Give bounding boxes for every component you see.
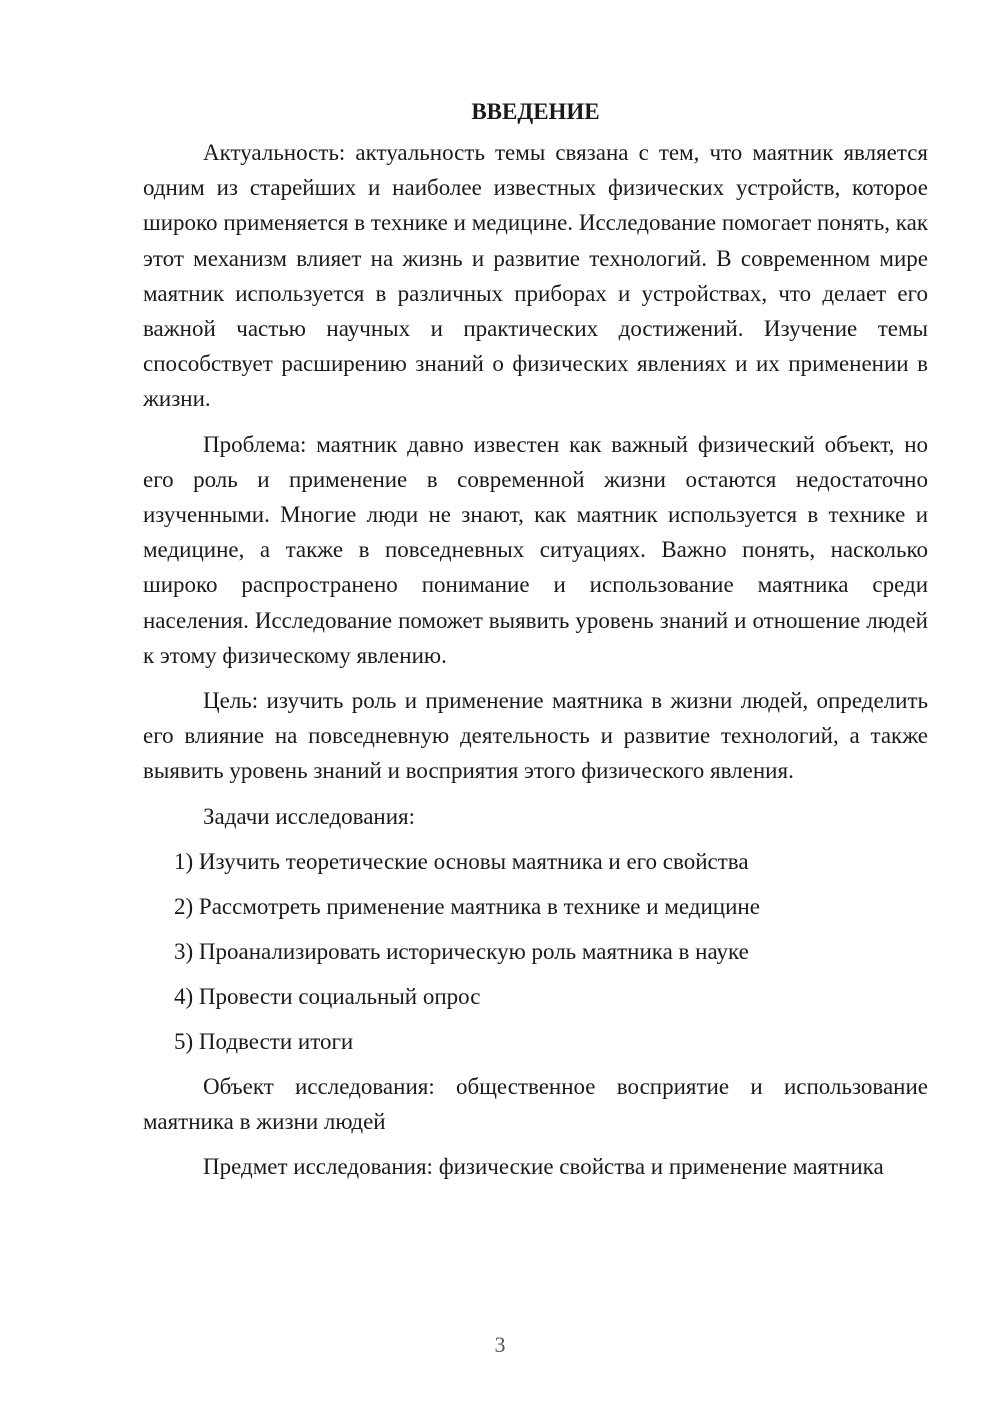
task-item: 2) Рассмотреть применение маятника в технике и медицине: [174, 893, 760, 919]
page-title: ВВЕДЕНИЕ: [471, 99, 600, 124]
task-item: 4) Провести социальный опрос: [174, 983, 481, 1009]
task-item: 5) Подвести итоги: [174, 1028, 354, 1054]
goal-paragraph: Цель: изучить роль и применение маятника в жизни людей, определить его влияние на повседневную деятельность и развитие технологий, а также выявить уровень знаний и восприятия этого физического явления.: [143, 688, 928, 784]
page-number: 3: [494, 1332, 506, 1357]
object-paragraph: Объект исследования: общественное восприятие и использование маятника в жизни людей: [143, 1073, 928, 1134]
tasks-list: [143, 844, 928, 1059]
task-item: 1) Изучить теоретические основы маятника и его свойства: [174, 848, 749, 874]
subject-paragraph: Предмет исследования: физические свойства и применение маятника: [203, 1154, 884, 1180]
document-page: [143, 94, 928, 1194]
problem-paragraph: Проблема: маятник давно известен как важный физический объект, но его роль и применение в современной жизни остаются недостаточно изученными. Многие люди не знают, как маятник используется в технике и медицине, а также в повседневных ситуациях. Важно понять, насколько широко распространено понимание и использование маятника среди населения. Исследование поможет выявить уровень знаний и отношение людей к этому физическому явлению.: [143, 431, 928, 668]
relevance-paragraph: Актуальность: актуальность темы связана с тем, что маятник является одним из старейших и наиболее известных физических устройств, которое широко применяется в технике и медицине. Исследование помогает понять, как этот механизм влияет на жизнь и развитие технологий. В современном мире маятник используется в различных приборах и устройствах, что делает его важной частью научных и практических достижений. Изучение темы способствует расширению знаний о физических явлениях и их применении в жизни.: [143, 140, 928, 412]
tasks-heading: Задачи исследования:: [203, 803, 416, 829]
task-item: 3) Проанализировать историческую роль маятника в науке: [174, 938, 749, 964]
